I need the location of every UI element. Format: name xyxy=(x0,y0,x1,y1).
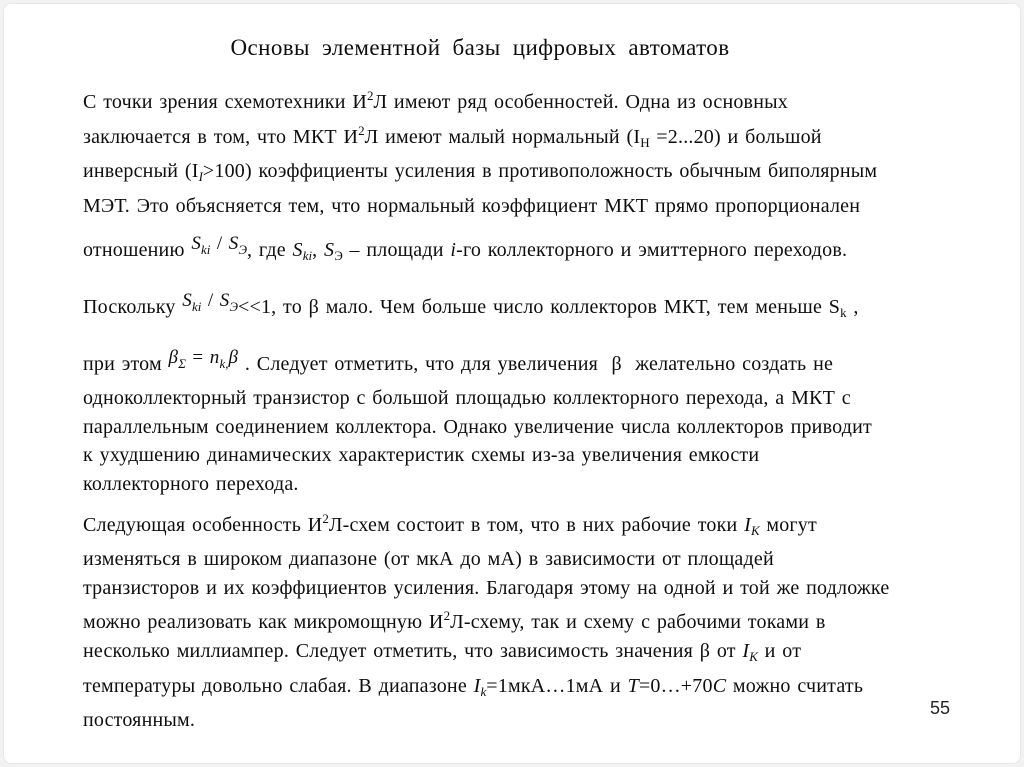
text-segment: . Следует отметить, что для увеличения β желательно создать не xyxy=(238,352,834,375)
text-segment: и от xyxy=(757,639,802,662)
text-segment-fi: S xyxy=(191,233,202,255)
text-segment-fi: β xyxy=(168,346,179,368)
text-segment-i: I xyxy=(744,513,751,536)
text-segment-sup: 2 xyxy=(443,608,451,624)
text-segment-isub: K xyxy=(749,648,758,664)
slide xyxy=(3,3,1021,764)
text-segment: могут xyxy=(759,513,817,536)
text-line xyxy=(83,192,889,221)
text-line-with-formula xyxy=(83,277,889,334)
text-segment: к ухудшению динамических характеристик схемы из-за увеличения емкости xyxy=(83,444,760,467)
text-segment: С точки зрения схемотехники И xyxy=(83,91,367,113)
text-segment: – площади xyxy=(342,239,451,262)
paragraph-1 xyxy=(83,82,889,499)
text-segment-fsub: ki xyxy=(192,298,202,314)
text-segment-i: S xyxy=(323,239,335,262)
text-segment: коллекторного перехода. xyxy=(83,472,299,495)
text-segment-f: / xyxy=(201,289,220,311)
text-segment: =1мкА…1мА и xyxy=(486,674,628,697)
text-line xyxy=(83,117,889,158)
text-line xyxy=(83,82,889,117)
text-line xyxy=(83,672,889,707)
text-segment-sup: 2 xyxy=(366,88,374,103)
text-line xyxy=(83,470,889,499)
text-segment: Л имеют ряд особенностей. Одна из основных xyxy=(373,91,788,113)
text-line-with-formula xyxy=(83,334,889,385)
text-segment: инверсный (I xyxy=(83,160,199,183)
text-segment-isub: ki xyxy=(302,248,313,264)
text-line xyxy=(83,157,889,192)
text-segment: , xyxy=(846,295,859,318)
text-segment: Л-схем состоит в том, что в них рабочие токи xyxy=(328,513,745,536)
text-segment: <<1, то β мало. Чем больше число коллекторов МКТ, тем меньше S xyxy=(238,295,841,318)
text-segment-isub: K xyxy=(750,522,760,538)
text-segment: постоянным. xyxy=(83,709,196,732)
text-segment: транзисторов и их коэффициентов усиления. Благодаря этому на одной и той же подложке xyxy=(83,576,890,599)
text-segment-i: I xyxy=(742,639,750,662)
paragraph-2 xyxy=(83,505,889,735)
text-segment-i: i xyxy=(450,239,457,262)
text-segment-fi: n xyxy=(209,346,220,368)
text-segment: =0…+70 xyxy=(638,674,713,697)
text-segment-isub: I xyxy=(198,169,203,185)
text-segment-fsub: ki xyxy=(201,242,211,258)
text-line-with-formula xyxy=(83,220,889,277)
text-segment: >100) коэффициенты усиления в противоположность обычным биполярным xyxy=(202,160,878,183)
text-segment: при этом xyxy=(83,352,169,375)
text-line xyxy=(83,602,889,637)
text-segment-f: = xyxy=(185,346,210,368)
text-segment-fsub: Σ xyxy=(178,355,186,371)
text-segment: Л-схему, так и схему с рабочими токами в xyxy=(450,611,826,634)
text-segment: =2...20) и большой xyxy=(649,125,822,148)
text-segment: отношению xyxy=(83,239,192,262)
text-line xyxy=(83,637,889,672)
text-segment: , где xyxy=(247,239,293,262)
text-segment-fi: β xyxy=(228,346,239,368)
text-segment: Поскольку xyxy=(83,295,183,318)
text-segment: температуры довольно слабая. В диапазоне xyxy=(83,674,474,697)
text-segment-fsub: Э xyxy=(238,242,248,258)
text-segment: параллельным соединением коллектора. Однако увеличение числа коллекторов приводит xyxy=(83,415,872,438)
text-segment: можно считать xyxy=(726,674,864,697)
text-segment: Л имеют малый нормальный (I xyxy=(364,125,641,148)
text-segment-sub: k xyxy=(840,304,847,320)
text-line xyxy=(83,413,889,442)
text-segment: -го коллекторного и эмиттерного переходов. xyxy=(456,239,848,262)
text-segment-fsub: k, xyxy=(219,355,229,371)
text-line xyxy=(83,505,889,546)
text-segment-fsub: Э xyxy=(229,298,238,314)
text-line xyxy=(83,574,889,603)
text-segment: изменяться в широком диапазоне (от мкА до мА) в зависимости от площадей xyxy=(83,548,774,571)
text-segment: одноколлекторный транзистор с большой площадью коллекторного перехода, а МКТ с xyxy=(83,387,851,410)
text-segment: Следующая особенность И xyxy=(83,513,323,536)
text-line xyxy=(83,545,889,574)
text-segment-fi: S xyxy=(182,289,192,311)
text-segment-i: I xyxy=(473,674,481,697)
text-line xyxy=(83,384,889,413)
text-segment-fi: S xyxy=(219,289,230,311)
text-segment-sup: 2 xyxy=(358,122,365,138)
text-line xyxy=(83,706,889,735)
text-segment: можно реализовать как микромощную И xyxy=(83,611,444,634)
page-number: 55 xyxy=(929,698,950,718)
text-segment: несколько миллиампер. Следует отметить, что зависимость значения β от xyxy=(83,639,743,662)
text-segment-sub: Э xyxy=(334,248,343,264)
text-segment: , xyxy=(312,239,324,262)
text-segment: заключается в том, что МКТ И xyxy=(83,125,359,148)
text-segment-fi: S xyxy=(228,233,239,255)
text-segment-isub: k xyxy=(480,683,487,699)
text-segment-f: / xyxy=(210,233,229,255)
slide-body xyxy=(83,82,889,735)
text-segment-i: S xyxy=(292,239,303,262)
text-line xyxy=(83,441,889,470)
text-segment-i: C xyxy=(712,674,727,697)
text-segment-i: T xyxy=(627,674,639,697)
text-segment-sub: Н xyxy=(640,134,650,150)
text-segment: МЭТ. Это объясняется тем, что нормальный коэффициент МКТ прямо пропорционален xyxy=(83,194,861,217)
text-segment-sup: 2 xyxy=(322,510,329,526)
page-title: Основы элементной базы цифровых автоматов xyxy=(230,35,730,60)
